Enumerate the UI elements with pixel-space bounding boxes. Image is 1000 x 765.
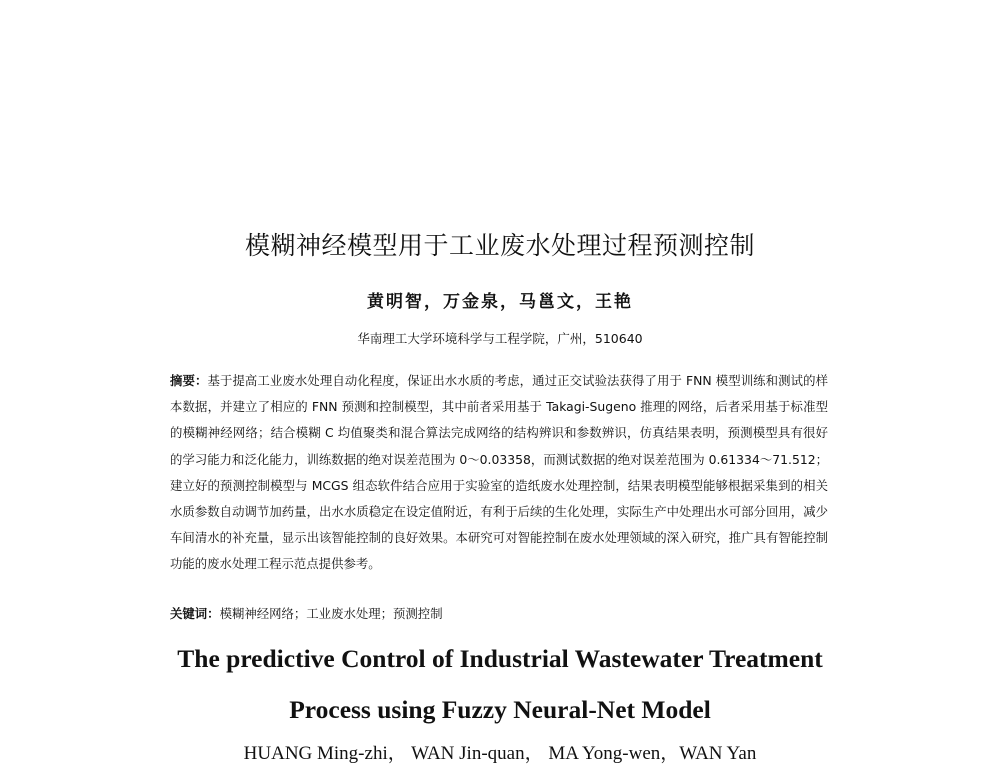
- english-title-line-2: Process using Fuzzy Neural-Net Model: [289, 695, 711, 724]
- abstract-text: 基于提高工业废水处理自动化程度，保证出水水质的考虑，通过正交试验法获得了用于 FNN 模型训练和测试的样本数据，并建立了相应的 FNN 预测和控制模型，其中前者采用基于 Takagi-Sugeno 推理的网络，后者采用基于标准型的模糊神经网络；结合模糊 C 均值聚类和混合算法完成网络的结构辨识和参数辨识，仿真结果表明，预测模型具有很好的学习能力和泛化能力，训练数据的绝对误差范围为 0～0.03358，而测试数据的绝对误差范围为 0.61334～71.512；建立好的预测控制模型与 MCGS 组态软件结合应用于实验室的造纸废水处理控制，结果表明模型能够根据采集到的相关水质参数自动调节加药量，出水水质稳定在设定值附近，有利于后续的生化处理，实际生产中处理出水可部分回用，减少车间清水的补充量，显示出该智能控制的良好效果。本研究可对智能控制在废水处理领域的深入研究，推广具有智能控制功能的废水处理工程示范点提供参考。: [170, 373, 829, 572]
- chinese-abstract: [170, 368, 828, 578]
- english-authors: HUANG Ming-zhi， WAN Jin-quan， MA Yong-wen，WAN Yan: [243, 743, 757, 764]
- abstract-label: 摘要：: [170, 373, 208, 388]
- chinese-title: 模糊神经模型用于工业废水处理过程预测控制: [244, 231, 755, 260]
- chinese-authors: 黄明智，万金泉，马邕文，王艳: [367, 292, 633, 312]
- english-title-line-1: The predictive Control of Industrial Wastewater Treatment: [177, 644, 823, 673]
- chinese-affiliation: 华南理工大学环境科学与工程学院，广州，510640: [357, 331, 643, 346]
- chinese-keywords: [170, 604, 828, 622]
- keywords-label: 关键词：: [170, 606, 220, 621]
- keywords-text: 模糊神经网络；工业废水处理；预测控制: [219, 606, 443, 621]
